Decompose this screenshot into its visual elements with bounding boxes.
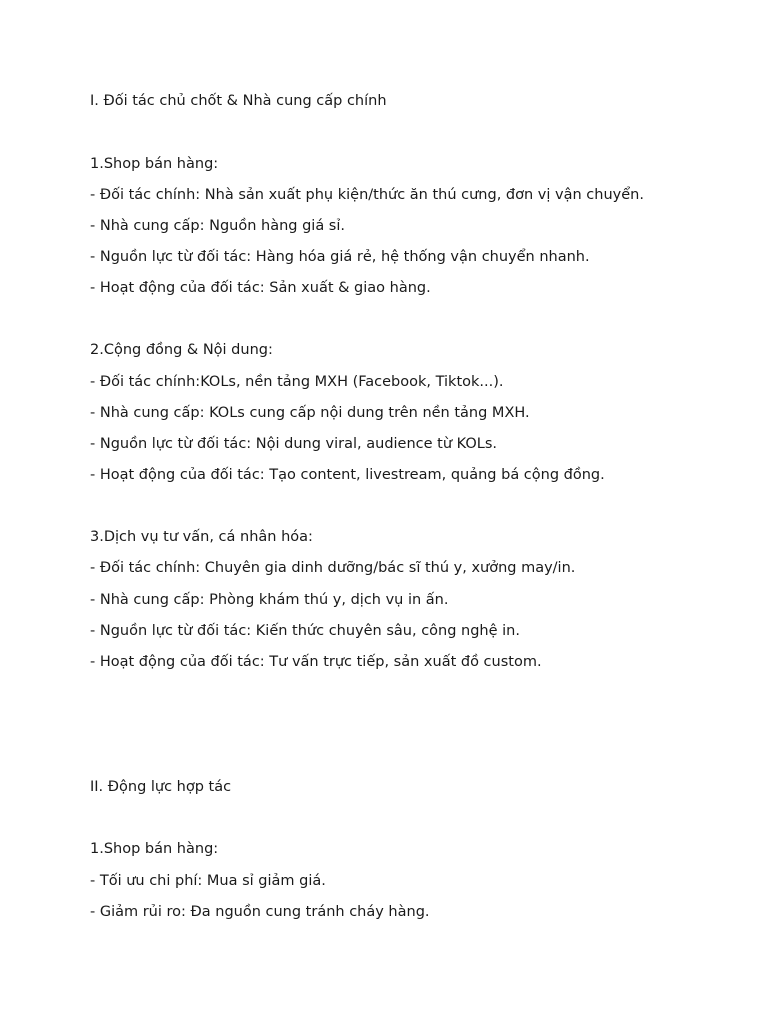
section-2-group-1-item: - Tối ưu chi phí: Mua sỉ giảm giá. xyxy=(90,873,326,889)
group-3-item: - Đối tác chính: Chuyên gia dinh dưỡng/bác sĩ thú y, xưởng may/in. xyxy=(90,560,576,576)
group-3-item: - Hoạt động của đối tác: Tư vấn trực tiếp, sản xuất đồ custom. xyxy=(90,654,542,670)
group-1-item: - Nhà cung cấp: Nguồn hàng giá sỉ. xyxy=(90,218,346,234)
section-2-group-1-title: 1.Shop bán hàng: xyxy=(90,841,219,857)
group-1-item: - Đối tác chính: Nhà sản xuất phụ kiện/thức ăn thú cưng, đơn vị vận chuyển. xyxy=(90,187,644,203)
group-1-item: - Hoạt động của đối tác: Sản xuất & giao hàng. xyxy=(90,280,431,296)
section-2-group-1-item: - Giảm rủi ro: Đa nguồn cung tránh cháy hàng. xyxy=(90,904,430,920)
group-1-item: - Nguồn lực từ đối tác: Hàng hóa giá rẻ, hệ thống vận chuyển nhanh. xyxy=(90,249,590,265)
group-2-item: - Hoạt động của đối tác: Tạo content, livestream, quảng bá cộng đồng. xyxy=(90,467,605,483)
group-2-title: 2.Cộng đồng & Nội dung: xyxy=(90,342,273,358)
group-3-item: - Nhà cung cấp: Phòng khám thú y, dịch vụ in ấn. xyxy=(90,592,449,608)
group-3-title: 3.Dịch vụ tư vấn, cá nhân hóa: xyxy=(90,529,313,545)
group-2-item: - Đối tác chính:KOLs, nền tảng MXH (Facebook, Tiktok...). xyxy=(90,374,504,390)
group-1-title: 1.Shop bán hàng: xyxy=(90,156,219,172)
section-2-heading: II. Động lực hợp tác xyxy=(90,779,232,795)
group-3-item: - Nguồn lực từ đối tác: Kiến thức chuyên sâu, công nghệ in. xyxy=(90,623,520,639)
section-1-heading: I. Đối tác chủ chốt & Nhà cung cấp chính xyxy=(90,93,387,109)
group-2-item: - Nhà cung cấp: KOLs cung cấp nội dung trên nền tảng MXH. xyxy=(90,405,530,421)
group-2-item: - Nguồn lực từ đối tác: Nội dung viral, audience từ KOLs. xyxy=(90,436,498,452)
